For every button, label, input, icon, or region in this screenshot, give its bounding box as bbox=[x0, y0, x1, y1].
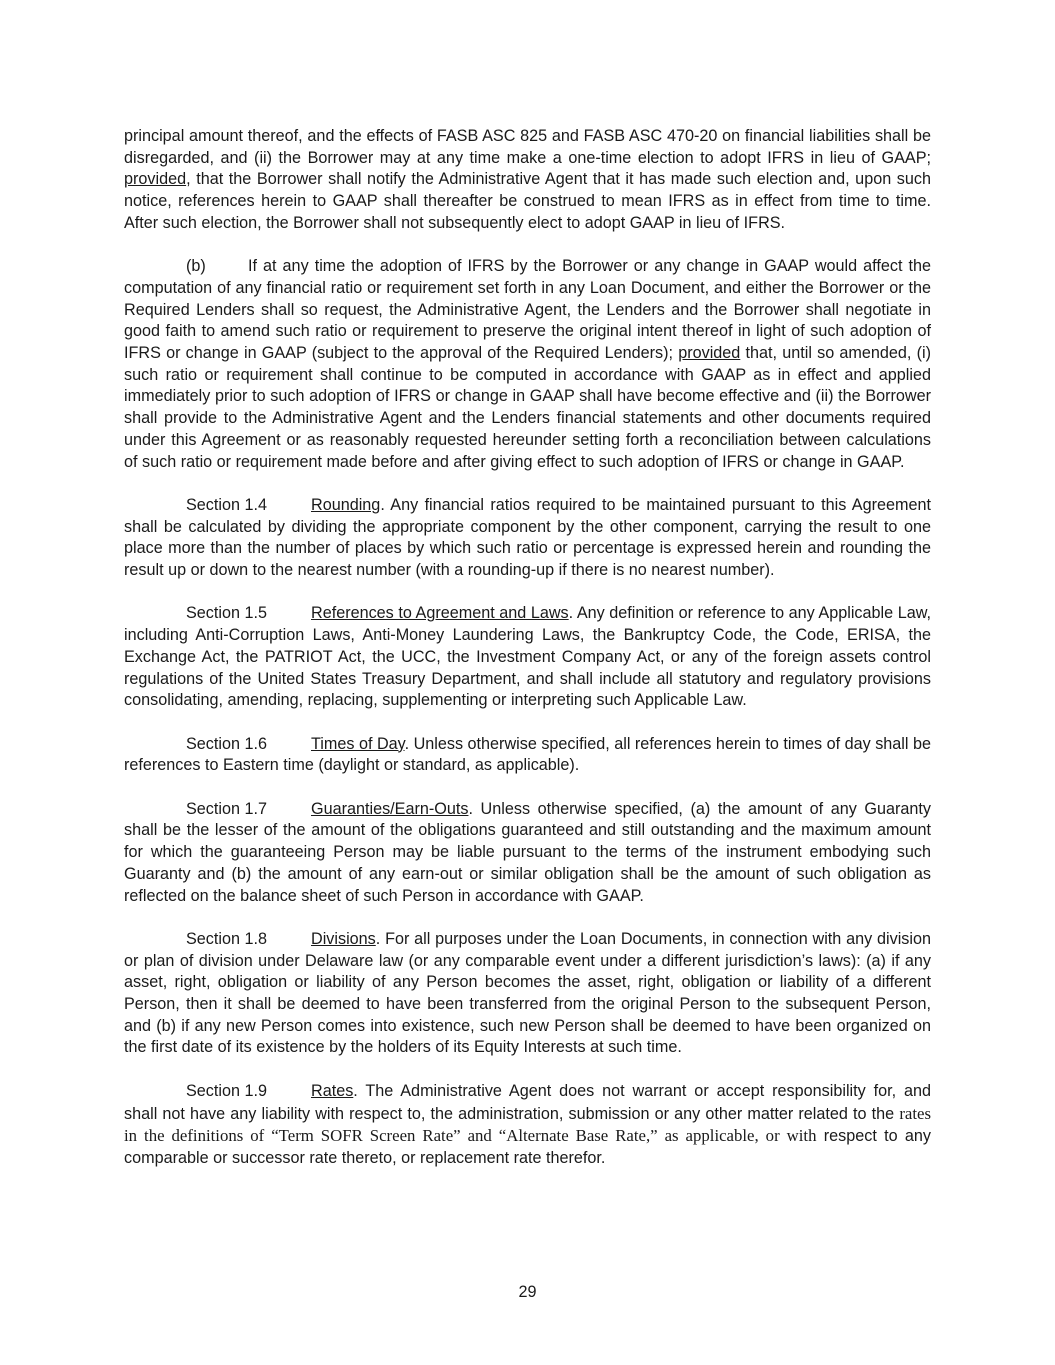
section-1-8 bbox=[124, 929, 931, 1059]
section-number: Section 1.7 bbox=[186, 799, 267, 818]
section-1-4 bbox=[124, 495, 931, 582]
section-number: Section 1.8 bbox=[186, 929, 267, 948]
clause-label: (b) bbox=[186, 257, 206, 276]
section-title: Divisions bbox=[311, 929, 376, 948]
section-title: References to Agreement and Laws bbox=[311, 604, 569, 623]
section-number: Section 1.5 bbox=[186, 604, 267, 623]
page-number: 29 bbox=[518, 1283, 537, 1301]
section-title: Rates bbox=[311, 1081, 354, 1100]
section-body: respect to any comparable or successor rate thereto, or replacement rate therefor. bbox=[124, 1127, 931, 1167]
paragraph-continuation bbox=[124, 126, 931, 235]
paragraph-text: principal amount thereof, and the effects of FASB ASC 825 and FASB ASC 470-20 on financial liabilities shall be disregarded, and (ii) the Borrower may at any time make a one-time election to adopt IFRS in lieu of GAAP; bbox=[124, 127, 931, 167]
section-1-7 bbox=[124, 799, 931, 908]
section-title: Guaranties/Earn-Outs bbox=[311, 799, 469, 818]
paragraph-b bbox=[124, 256, 931, 473]
section-title: Rounding bbox=[311, 495, 381, 514]
section-body: . For all purposes under the Loan Documents, in connection with any division or plan of division under Delaware law (or any comparable event under a different jurisdiction’s laws): (a) if any asset, right, obligation or liability of any Person becomes the asset, right, obligation or liability of a different Person, then it shall be deemed to have been transferred from the original Person to the subsequent Person, and (b) if any new Person comes into existence, such new Person shall be deemed to have been organized on the first date of its existence by the holders of its Equity Interests at such time. bbox=[124, 929, 931, 1057]
section-1-5 bbox=[124, 603, 931, 712]
section-title: Times of Day bbox=[311, 734, 405, 753]
paragraph-text: If at any time the adoption of IFRS by the Borrower or any change in GAAP would affect the computation of any financial ratio or requirement set forth in any Loan Document, and either the Borrower or the Required Lenders shall so request, the Administrative Agent, the Lenders and the Borrower shall negotiate in good faith to amend such ratio or requirement to preserve the original intent thereof in light of such adoption of IFRS or change in GAAP (subject to the approval of the Required Lenders); bbox=[124, 257, 931, 363]
section-1-6 bbox=[124, 734, 931, 777]
section-1-9 bbox=[124, 1081, 931, 1170]
section-body: . The Administrative Agent does not warrant or accept responsibility for, and shall not have any liability with respect to, the administration, submission or any other matter related to the bbox=[124, 1081, 931, 1123]
section-body-serif: rates in the definitions of “Term SOFR Screen Rate” and “Alternate Base Rate,” as applicable, or with bbox=[124, 1103, 931, 1146]
paragraph-text: that, until so amended, (i) such ratio or requirement shall continue to be computed in accordance with GAAP as in effect and applied immediately prior to such adoption of IFRS or change in GAAP shall have become effective and (ii) the Borrower shall provide to the Administrative Agent and the Lenders financial statements and other documents required under this Agreement or as reasonably requested hereunder setting forth a reconciliation between calculations of such ratio or requirement made before and after giving effect to such adoption of IFRS or change in GAAP. bbox=[124, 344, 932, 471]
provided-term: provided bbox=[124, 170, 187, 189]
section-body: . Any financial ratios required to be maintained pursuant to this Agreement shall be calculated by dividing the appropriate component by the other component, carrying the result to one place more than the number of places by which such ratio or percentage is expressed herein and rounding the result up or down to the nearest number (with a rounding-up if there is no nearest number). bbox=[124, 495, 931, 580]
provided-term: provided bbox=[678, 344, 741, 363]
section-body: . Unless otherwise specified, all references herein to times of day shall be references to Eastern time (daylight or standard, as applicable). bbox=[124, 734, 931, 775]
section-number: Section 1.4 bbox=[186, 495, 267, 514]
section-body: . Any definition or reference to any Applicable Law, including Anti-Corruption Laws, Anti-Money Laundering Laws, the Bankruptcy Code, the Code, ERISA, the Exchange Act, the PATRIOT Act, the UCC, the Investment Company Act, or any of the foreign assets control regulations of the United States Treasury Department, and shall include all statutory and regulatory provisions consolidating, amending, replacing, supplementing or interpreting such Applicable Law. bbox=[124, 604, 931, 710]
document-page bbox=[124, 126, 931, 1191]
section-body: . Unless otherwise specified, (a) the amount of any Guaranty shall be the lesser of the amount of the obligations guaranteed and still outstanding and the maximum amount for which the guaranteeing Person may be liable pursuant to the terms of the instrument embodying such Guaranty and (b) the amount of any earn-out or similar obligation shall be the amount of such obligation as reflected on the balance sheet of such Person in accordance with GAAP. bbox=[124, 799, 931, 905]
section-number: Section 1.6 bbox=[186, 734, 267, 753]
section-number: Section 1.9 bbox=[186, 1081, 267, 1100]
paragraph-text: , that the Borrower shall notify the Administrative Agent that it has made such election and, upon such notice, references herein to GAAP shall thereafter be construed to mean IFRS as in effect from time to time. After such election, the Borrower shall not subsequently elect to adopt GAAP in lieu of IFRS. bbox=[124, 170, 931, 232]
